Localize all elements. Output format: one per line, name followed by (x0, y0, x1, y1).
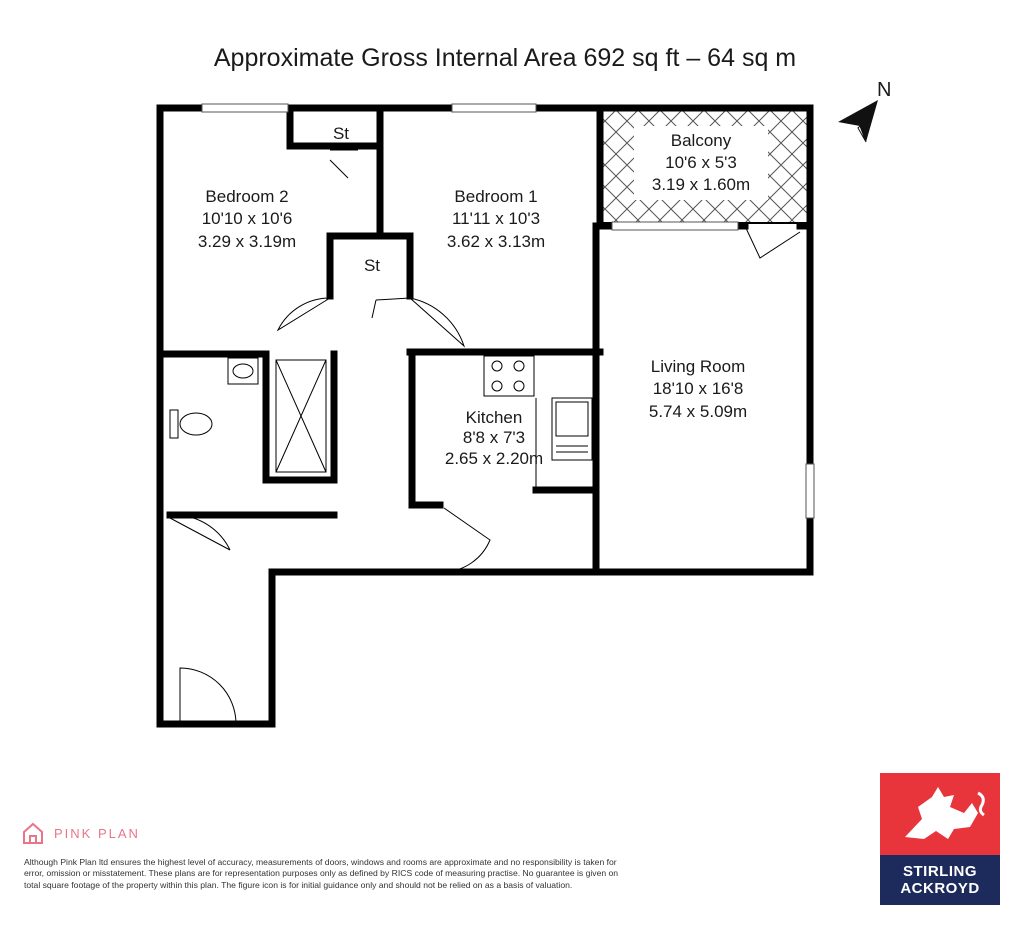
svg-text:3.19 x 1.60m: 3.19 x 1.60m (651, 175, 751, 194)
svg-text:Balcony: Balcony (670, 131, 732, 150)
svg-text:11'11 x 10'3: 11'11 x 10'3 (451, 209, 541, 228)
svg-text:Bedroom 2: Bedroom 2 (205, 187, 289, 206)
griffin-icon (880, 773, 1000, 855)
pink-plan-logo (22, 820, 222, 846)
living-room-label (649, 357, 747, 421)
svg-text:2.65 x 2.20m: 2.65 x 2.20m (444, 449, 544, 468)
store-label-1: St (332, 124, 350, 143)
brand-name (880, 855, 1000, 905)
brand-line-1: STIRLING (903, 863, 977, 880)
compass-label: N (877, 79, 892, 101)
bathroom-fixtures (170, 358, 326, 472)
house-icon (22, 821, 44, 845)
svg-text:10'10 x 10'6: 10'10 x 10'6 (201, 209, 293, 228)
svg-text:8'8 x 7'3: 8'8 x 7'3 (462, 428, 526, 447)
svg-text:Kitchen: Kitchen (465, 408, 523, 427)
disclaimer-text: Although Pink Plan ltd ensures the highest level of accuracy, measurements of doors, windows and rooms are approximate and no responsibility is taken for error, omission or misstatement. These plans are for representation purposes only as defined by RICS code of measuring practise. No guarantee is given on total square footage of the property within this plan. The figure icon is for initial guidance only and should not be relied on as a basis of valuation. (24, 857, 619, 890)
svg-text:Living Room: Living Room (650, 357, 746, 376)
area-title: Approximate Gross Internal Area 692 sq ft – 64 sq m (213, 44, 797, 72)
pink-plan-label: PINK PLAN (54, 825, 140, 841)
stirling-ackroyd-logo (880, 773, 1000, 905)
store-label-2: St (363, 256, 381, 275)
brand-line-2: ACKROYD (900, 880, 980, 897)
toilet-icon (170, 410, 178, 438)
north-arrow-icon (838, 79, 891, 142)
kitchen-label (445, 408, 543, 468)
hob-icon (484, 356, 534, 396)
svg-text:3.29 x 3.19m: 3.29 x 3.19m (197, 232, 297, 251)
bedroom-1-label (447, 187, 545, 251)
svg-text:10'6 x 5'3: 10'6 x 5'3 (665, 153, 737, 172)
svg-text:3.62 x 3.13m: 3.62 x 3.13m (446, 232, 546, 251)
sink-icon (552, 398, 592, 460)
bedroom-2-label (198, 187, 296, 251)
svg-text:5.74 x 5.09m: 5.74 x 5.09m (648, 402, 748, 421)
svg-text:18'10 x 16'8: 18'10 x 16'8 (652, 379, 744, 398)
svg-text:Bedroom 1: Bedroom 1 (454, 187, 538, 206)
